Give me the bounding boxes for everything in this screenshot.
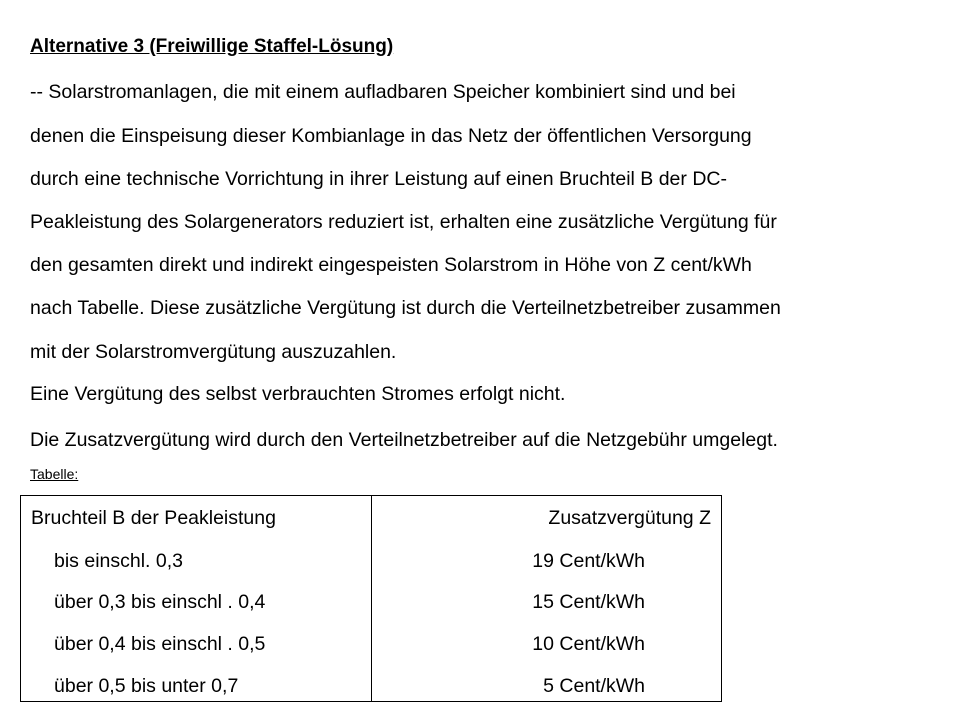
paragraph-line: denen die Einspeisung dieser Kombianlage in das Netz der öffentlichen Versorgung	[30, 125, 752, 147]
paragraph-line: nach Tabelle. Diese zusätzliche Vergütung ist durch die Verteilnetzbetreiber zusammen	[30, 297, 781, 319]
tariff-table	[20, 495, 722, 702]
paragraph-line: Die Zusatzvergütung wird durch den Verteilnetzbetreiber auf die Netzgebühr umgelegt.	[30, 429, 778, 451]
table-cell-compensation: 15 Cent/kWh	[532, 591, 645, 613]
paragraph-line: durch eine technische Vorrichtung in ihrer Leistung auf einen Bruchteil B der DC-	[30, 168, 727, 190]
paragraph-line: Eine Vergütung des selbst verbrauchten Stromes erfolgt nicht.	[30, 383, 566, 405]
table-cell-fraction: über 0,5 bis unter 0,7	[54, 675, 239, 697]
table-column-divider	[371, 496, 372, 701]
table-label: Tabelle:	[30, 466, 79, 482]
paragraph-line: den gesamten direkt und indirekt eingespeisten Solarstrom in Höhe von Z cent/kWh	[30, 254, 752, 276]
table-cell-compensation: 19 Cent/kWh	[532, 550, 645, 572]
paragraph-line: mit der Solarstromvergütung auszuzahlen.	[30, 341, 397, 363]
paragraph-line: Peakleistung des Solargenerators reduziert ist, erhalten eine zusätzliche Vergütung für	[30, 211, 777, 233]
table-header-fraction: Bruchteil B der Peakleistung	[31, 507, 276, 529]
table-header-compensation: Zusatzvergütung Z	[548, 507, 711, 529]
table-cell-fraction: über 0,3 bis einschl . 0,4	[54, 591, 266, 613]
table-cell-compensation: 5 Cent/kWh	[543, 675, 645, 697]
table-cell-fraction: bis einschl. 0,3	[54, 550, 183, 572]
paragraph-line: -- Solarstromanlagen, die mit einem aufladbaren Speicher kombiniert sind und bei	[30, 81, 736, 103]
table-cell-compensation: 10 Cent/kWh	[532, 633, 645, 655]
table-cell-fraction: über 0,4 bis einschl . 0,5	[54, 633, 266, 655]
document-title: Alternative 3 (Freiwillige Staffel-Lösung)	[30, 36, 394, 57]
